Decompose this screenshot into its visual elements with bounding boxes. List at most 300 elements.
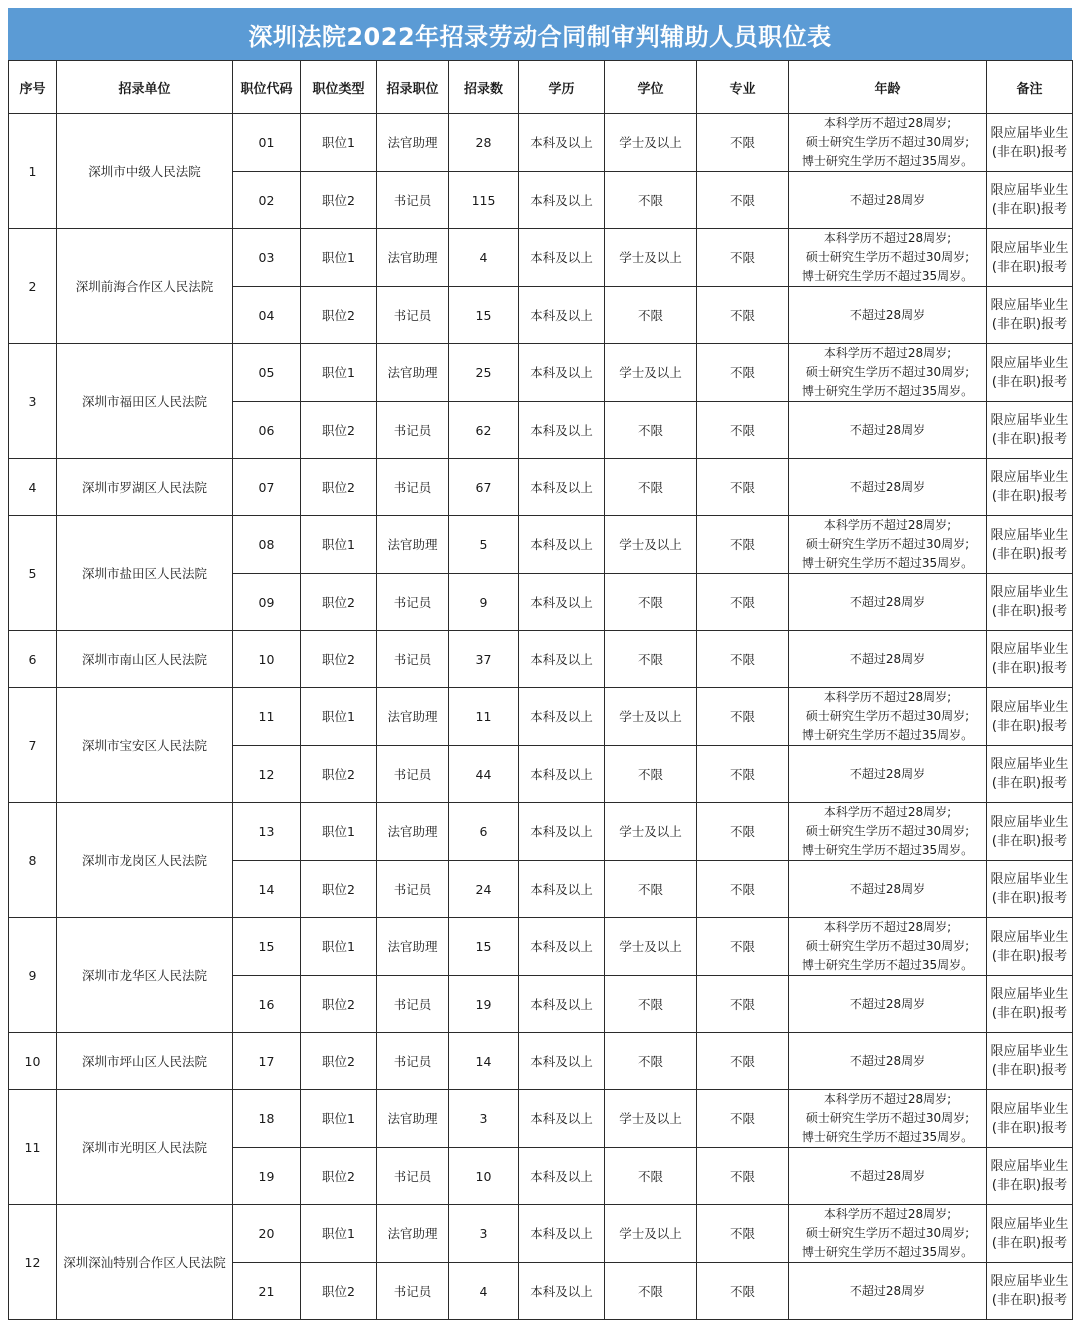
unit-name-cell: 深圳市光明区人民法院 <box>57 1090 233 1205</box>
header-education: 学历 <box>519 61 605 114</box>
remarks-cell <box>987 1263 1073 1320</box>
header-major: 专业 <box>697 61 789 114</box>
post-cell: 书记员 <box>377 1148 449 1205</box>
unit-name-cell: 深圳前海合作区人民法院 <box>57 229 233 344</box>
degree-cell: 学士及以上 <box>605 516 697 574</box>
remarks-line: 限应届毕业生 <box>990 642 1069 657</box>
education-cell: 本科及以上 <box>519 229 605 287</box>
age-line: 博士研究生学历不超过35周岁。 <box>801 958 974 972</box>
header-age: 年龄 <box>789 61 987 114</box>
age-line: 本科学历不超过28周岁; <box>823 920 952 934</box>
remarks-cell <box>987 516 1073 574</box>
age-cell <box>789 1205 987 1263</box>
age-cell <box>789 688 987 746</box>
major-cell: 不限 <box>697 287 789 344</box>
age-line: 硕士研究生学历不超过30周岁; <box>805 824 970 838</box>
code-cell: 04 <box>233 287 301 344</box>
age-line: 本科学历不超过28周岁; <box>823 518 952 532</box>
degree-cell: 不限 <box>605 861 697 918</box>
post-cell: 书记员 <box>377 976 449 1033</box>
table-row <box>9 344 1073 402</box>
age-line: 不超过28周岁 <box>849 1283 926 1298</box>
type-cell: 职位2 <box>301 402 377 459</box>
unit-name-cell: 深圳市坪山区人民法院 <box>57 1033 233 1090</box>
age-cell <box>789 287 987 344</box>
remarks-line: 限应届毕业生 <box>990 355 1069 371</box>
education-cell: 本科及以上 <box>519 1148 605 1205</box>
seq-cell: 12 <box>9 1205 57 1320</box>
degree-cell: 学士及以上 <box>605 114 697 172</box>
age-cell <box>789 402 987 459</box>
age-line: 本科学历不超过28周岁; <box>823 231 952 245</box>
post-cell: 书记员 <box>377 746 449 803</box>
remarks-cell <box>987 918 1073 976</box>
post-cell: 法官助理 <box>377 1205 449 1263</box>
age-line: 硕士研究生学历不超过30周岁; <box>805 537 970 551</box>
degree-cell: 学士及以上 <box>605 688 697 746</box>
major-cell: 不限 <box>697 459 789 516</box>
age-line: 博士研究生学历不超过35周岁。 <box>801 728 974 742</box>
count-cell: 5 <box>449 516 519 574</box>
major-cell: 不限 <box>697 344 789 402</box>
post-cell: 法官助理 <box>377 516 449 574</box>
seq-cell: 5 <box>9 516 57 631</box>
remarks-cell <box>987 976 1073 1033</box>
post-cell: 书记员 <box>377 1263 449 1320</box>
age-line: 博士研究生学历不超过35周岁。 <box>801 1245 974 1259</box>
remarks-line: (非在职)报考 <box>991 1063 1068 1078</box>
age-cell <box>789 229 987 287</box>
age-line: 不超过28周岁 <box>849 1168 926 1183</box>
table-row <box>9 1090 1073 1148</box>
count-cell: 10 <box>449 1148 519 1205</box>
remarks-line: (非在职)报考 <box>991 259 1068 275</box>
unit-name-cell: 深圳深汕特别合作区人民法院 <box>57 1205 233 1320</box>
count-cell: 4 <box>449 229 519 287</box>
post-cell: 法官助理 <box>377 1090 449 1148</box>
unit-name-cell: 深圳市龙华区人民法院 <box>57 918 233 1033</box>
header-code: 职位代码 <box>233 61 301 114</box>
major-cell: 不限 <box>697 402 789 459</box>
major-cell: 不限 <box>697 229 789 287</box>
education-cell: 本科及以上 <box>519 1090 605 1148</box>
remarks-line: (非在职)报考 <box>991 317 1068 332</box>
type-cell: 职位1 <box>301 688 377 746</box>
remarks-line: 限应届毕业生 <box>990 814 1069 830</box>
major-cell: 不限 <box>697 114 789 172</box>
education-cell: 本科及以上 <box>519 114 605 172</box>
count-cell: 19 <box>449 976 519 1033</box>
type-cell: 职位2 <box>301 172 377 229</box>
major-cell: 不限 <box>697 1033 789 1090</box>
age-line: 博士研究生学历不超过35周岁。 <box>801 154 974 168</box>
age-cell <box>789 861 987 918</box>
remarks-line: 限应届毕业生 <box>990 470 1069 485</box>
degree-cell: 不限 <box>605 287 697 344</box>
remarks-line: 限应届毕业生 <box>990 585 1069 600</box>
remarks-cell <box>987 229 1073 287</box>
education-cell: 本科及以上 <box>519 516 605 574</box>
remarks-line: (非在职)报考 <box>991 604 1068 619</box>
remarks-line: 限应届毕业生 <box>990 1101 1069 1117</box>
major-cell: 不限 <box>697 861 789 918</box>
education-cell: 本科及以上 <box>519 1205 605 1263</box>
type-cell: 职位2 <box>301 976 377 1033</box>
code-cell: 10 <box>233 631 301 688</box>
age-cell <box>789 746 987 803</box>
post-cell: 法官助理 <box>377 918 449 976</box>
age-cell <box>789 1148 987 1205</box>
code-cell: 09 <box>233 574 301 631</box>
type-cell: 职位1 <box>301 114 377 172</box>
post-cell: 书记员 <box>377 861 449 918</box>
type-cell: 职位2 <box>301 1148 377 1205</box>
remarks-line: (非在职)报考 <box>991 144 1068 160</box>
remarks-line: (非在职)报考 <box>991 546 1068 562</box>
post-cell: 书记员 <box>377 287 449 344</box>
major-cell: 不限 <box>697 976 789 1033</box>
degree-cell: 不限 <box>605 1148 697 1205</box>
table-row <box>9 459 1073 516</box>
count-cell: 4 <box>449 1263 519 1320</box>
table-row <box>9 516 1073 574</box>
remarks-line: (非在职)报考 <box>991 776 1068 791</box>
age-line: 博士研究生学历不超过35周岁。 <box>801 1130 974 1144</box>
table-row <box>9 1205 1073 1263</box>
age-line: 博士研究生学历不超过35周岁。 <box>801 556 974 570</box>
post-cell: 书记员 <box>377 631 449 688</box>
degree-cell: 不限 <box>605 631 697 688</box>
header-seq: 序号 <box>9 61 57 114</box>
remarks-line: (非在职)报考 <box>991 1293 1068 1308</box>
type-cell: 职位2 <box>301 1033 377 1090</box>
remarks-line: (非在职)报考 <box>991 833 1068 849</box>
header-row <box>9 61 1073 114</box>
seq-cell: 6 <box>9 631 57 688</box>
remarks-cell <box>987 344 1073 402</box>
remarks-line: 限应届毕业生 <box>990 1044 1069 1059</box>
code-cell: 17 <box>233 1033 301 1090</box>
degree-cell: 不限 <box>605 459 697 516</box>
degree-cell: 不限 <box>605 1263 697 1320</box>
major-cell: 不限 <box>697 1090 789 1148</box>
remarks-line: (非在职)报考 <box>991 1178 1068 1193</box>
code-cell: 07 <box>233 459 301 516</box>
type-cell: 职位1 <box>301 344 377 402</box>
degree-cell: 不限 <box>605 1033 697 1090</box>
degree-cell: 不限 <box>605 976 697 1033</box>
age-line: 不超过28周岁 <box>849 307 926 322</box>
remarks-cell <box>987 746 1073 803</box>
remarks-cell <box>987 861 1073 918</box>
type-cell: 职位2 <box>301 631 377 688</box>
education-cell: 本科及以上 <box>519 803 605 861</box>
seq-cell: 2 <box>9 229 57 344</box>
remarks-line: 限应届毕业生 <box>990 987 1069 1002</box>
table-row <box>9 631 1073 688</box>
age-line: 不超过28周岁 <box>849 479 926 494</box>
post-cell: 法官助理 <box>377 803 449 861</box>
remarks-line: (非在职)报考 <box>991 1120 1068 1136</box>
remarks-line: 限应届毕业生 <box>990 1216 1069 1232</box>
code-cell: 03 <box>233 229 301 287</box>
seq-cell: 4 <box>9 459 57 516</box>
education-cell: 本科及以上 <box>519 1263 605 1320</box>
code-cell: 08 <box>233 516 301 574</box>
count-cell: 3 <box>449 1090 519 1148</box>
count-cell: 11 <box>449 688 519 746</box>
age-line: 本科学历不超过28周岁; <box>823 1092 952 1106</box>
age-line: 硕士研究生学历不超过30周岁; <box>805 1111 970 1125</box>
type-cell: 职位2 <box>301 861 377 918</box>
education-cell: 本科及以上 <box>519 459 605 516</box>
age-line: 硕士研究生学历不超过30周岁; <box>805 135 970 149</box>
type-cell: 职位1 <box>301 803 377 861</box>
major-cell: 不限 <box>697 516 789 574</box>
age-line: 博士研究生学历不超过35周岁。 <box>801 384 974 398</box>
age-line: 本科学历不超过28周岁; <box>823 1207 952 1221</box>
major-cell: 不限 <box>697 918 789 976</box>
degree-cell: 不限 <box>605 172 697 229</box>
type-cell: 职位1 <box>301 1090 377 1148</box>
seq-cell: 8 <box>9 803 57 918</box>
education-cell: 本科及以上 <box>519 574 605 631</box>
age-cell <box>789 516 987 574</box>
count-cell: 15 <box>449 918 519 976</box>
remarks-line: (非在职)报考 <box>991 661 1068 676</box>
age-cell <box>789 344 987 402</box>
age-line: 不超过28周岁 <box>849 651 926 666</box>
unit-name-cell: 深圳市盐田区人民法院 <box>57 516 233 631</box>
remarks-cell <box>987 459 1073 516</box>
age-cell <box>789 1090 987 1148</box>
degree-cell: 学士及以上 <box>605 229 697 287</box>
seq-cell: 10 <box>9 1033 57 1090</box>
post-cell: 法官助理 <box>377 114 449 172</box>
post-cell: 书记员 <box>377 574 449 631</box>
remarks-cell <box>987 688 1073 746</box>
major-cell: 不限 <box>697 1148 789 1205</box>
remarks-line: (非在职)报考 <box>991 489 1068 504</box>
seq-cell: 1 <box>9 114 57 229</box>
remarks-line: 限应届毕业生 <box>990 929 1069 945</box>
age-line: 硕士研究生学历不超过30周岁; <box>805 939 970 953</box>
age-cell <box>789 574 987 631</box>
post-cell: 书记员 <box>377 172 449 229</box>
remarks-line: 限应届毕业生 <box>990 1159 1069 1174</box>
education-cell: 本科及以上 <box>519 746 605 803</box>
remarks-line: (非在职)报考 <box>991 202 1068 217</box>
age-line: 不超过28周岁 <box>849 996 926 1011</box>
unit-name-cell: 深圳市福田区人民法院 <box>57 344 233 459</box>
remarks-line: (非在职)报考 <box>991 432 1068 447</box>
code-cell: 15 <box>233 918 301 976</box>
remarks-line: (非在职)报考 <box>991 891 1068 906</box>
education-cell: 本科及以上 <box>519 344 605 402</box>
code-cell: 19 <box>233 1148 301 1205</box>
unit-name-cell: 深圳市罗湖区人民法院 <box>57 459 233 516</box>
count-cell: 62 <box>449 402 519 459</box>
post-cell: 法官助理 <box>377 688 449 746</box>
type-cell: 职位2 <box>301 1263 377 1320</box>
header-post: 招录职位 <box>377 61 449 114</box>
remarks-cell <box>987 1090 1073 1148</box>
header-remarks: 备注 <box>987 61 1073 114</box>
unit-name-cell: 深圳市南山区人民法院 <box>57 631 233 688</box>
table-row <box>9 229 1073 287</box>
type-cell: 职位1 <box>301 918 377 976</box>
remarks-cell <box>987 1033 1073 1090</box>
table-row <box>9 1033 1073 1090</box>
degree-cell: 学士及以上 <box>605 344 697 402</box>
major-cell: 不限 <box>697 746 789 803</box>
unit-name-cell: 深圳市宝安区人民法院 <box>57 688 233 803</box>
age-cell <box>789 1263 987 1320</box>
degree-cell: 学士及以上 <box>605 918 697 976</box>
position-table <box>8 60 1073 1320</box>
education-cell: 本科及以上 <box>519 918 605 976</box>
code-cell: 13 <box>233 803 301 861</box>
education-cell: 本科及以上 <box>519 287 605 344</box>
age-line: 本科学历不超过28周岁; <box>823 805 952 819</box>
remarks-line: 限应届毕业生 <box>990 298 1069 313</box>
degree-cell: 不限 <box>605 746 697 803</box>
table-row <box>9 114 1073 172</box>
age-line: 本科学历不超过28周岁; <box>823 116 952 130</box>
age-line: 本科学历不超过28周岁; <box>823 690 952 704</box>
header-unit: 招录单位 <box>57 61 233 114</box>
remarks-line: 限应届毕业生 <box>990 1274 1069 1289</box>
major-cell: 不限 <box>697 172 789 229</box>
table-body <box>9 114 1073 1320</box>
remarks-cell <box>987 402 1073 459</box>
remarks-line: (非在职)报考 <box>991 718 1068 734</box>
header-count: 招录数 <box>449 61 519 114</box>
code-cell: 16 <box>233 976 301 1033</box>
degree-cell: 学士及以上 <box>605 803 697 861</box>
major-cell: 不限 <box>697 688 789 746</box>
major-cell: 不限 <box>697 1205 789 1263</box>
remarks-line: 限应届毕业生 <box>990 240 1069 256</box>
table-title: 深圳法院2022年招录劳动合同制审判辅助人员职位表 <box>8 8 1072 60</box>
type-cell: 职位1 <box>301 1205 377 1263</box>
remarks-line: 限应届毕业生 <box>990 699 1069 715</box>
code-cell: 05 <box>233 344 301 402</box>
count-cell: 37 <box>449 631 519 688</box>
type-cell: 职位2 <box>301 287 377 344</box>
post-cell: 书记员 <box>377 459 449 516</box>
age-cell <box>789 114 987 172</box>
education-cell: 本科及以上 <box>519 402 605 459</box>
code-cell: 21 <box>233 1263 301 1320</box>
age-line: 本科学历不超过28周岁; <box>823 346 952 360</box>
table-row <box>9 803 1073 861</box>
remarks-line: 限应届毕业生 <box>990 872 1069 887</box>
age-cell <box>789 918 987 976</box>
major-cell: 不限 <box>697 574 789 631</box>
count-cell: 115 <box>449 172 519 229</box>
remarks-line: (非在职)报考 <box>991 948 1068 964</box>
remarks-cell <box>987 631 1073 688</box>
code-cell: 14 <box>233 861 301 918</box>
major-cell: 不限 <box>697 631 789 688</box>
degree-cell: 学士及以上 <box>605 1090 697 1148</box>
count-cell: 9 <box>449 574 519 631</box>
education-cell: 本科及以上 <box>519 861 605 918</box>
header-type: 职位类型 <box>301 61 377 114</box>
count-cell: 3 <box>449 1205 519 1263</box>
remarks-line: 限应届毕业生 <box>990 757 1069 772</box>
post-cell: 书记员 <box>377 1033 449 1090</box>
type-cell: 职位2 <box>301 459 377 516</box>
count-cell: 67 <box>449 459 519 516</box>
remarks-cell <box>987 574 1073 631</box>
age-line: 硕士研究生学历不超过30周岁; <box>805 1226 970 1240</box>
degree-cell: 学士及以上 <box>605 1205 697 1263</box>
code-cell: 01 <box>233 114 301 172</box>
type-cell: 职位2 <box>301 746 377 803</box>
age-line: 不超过28周岁 <box>849 192 926 207</box>
code-cell: 12 <box>233 746 301 803</box>
remarks-line: (非在职)报考 <box>991 374 1068 390</box>
major-cell: 不限 <box>697 1263 789 1320</box>
code-cell: 06 <box>233 402 301 459</box>
age-line: 不超过28周岁 <box>849 766 926 781</box>
remarks-cell <box>987 1205 1073 1263</box>
remarks-cell <box>987 172 1073 229</box>
remarks-cell <box>987 1148 1073 1205</box>
code-cell: 20 <box>233 1205 301 1263</box>
age-cell <box>789 459 987 516</box>
type-cell: 职位2 <box>301 574 377 631</box>
age-line: 博士研究生学历不超过35周岁。 <box>801 843 974 857</box>
remarks-line: 限应届毕业生 <box>990 125 1069 141</box>
remarks-line: 限应届毕业生 <box>990 413 1069 428</box>
table-row <box>9 688 1073 746</box>
age-line: 不超过28周岁 <box>849 422 926 437</box>
remarks-line: (非在职)报考 <box>991 1235 1068 1251</box>
unit-name-cell: 深圳市中级人民法院 <box>57 114 233 229</box>
major-cell: 不限 <box>697 803 789 861</box>
count-cell: 14 <box>449 1033 519 1090</box>
seq-cell: 11 <box>9 1090 57 1205</box>
age-line: 博士研究生学历不超过35周岁。 <box>801 269 974 283</box>
degree-cell: 不限 <box>605 574 697 631</box>
education-cell: 本科及以上 <box>519 976 605 1033</box>
remarks-cell <box>987 803 1073 861</box>
type-cell: 职位1 <box>301 229 377 287</box>
age-cell <box>789 976 987 1033</box>
age-line: 不超过28周岁 <box>849 1053 926 1068</box>
education-cell: 本科及以上 <box>519 688 605 746</box>
remarks-line: (非在职)报考 <box>991 1006 1068 1021</box>
degree-cell: 不限 <box>605 402 697 459</box>
count-cell: 44 <box>449 746 519 803</box>
code-cell: 02 <box>233 172 301 229</box>
count-cell: 24 <box>449 861 519 918</box>
age-cell <box>789 1033 987 1090</box>
age-line: 硕士研究生学历不超过30周岁; <box>805 709 970 723</box>
seq-cell: 9 <box>9 918 57 1033</box>
age-line: 硕士研究生学历不超过30周岁; <box>805 365 970 379</box>
education-cell: 本科及以上 <box>519 1033 605 1090</box>
code-cell: 11 <box>233 688 301 746</box>
post-cell: 书记员 <box>377 402 449 459</box>
education-cell: 本科及以上 <box>519 631 605 688</box>
count-cell: 6 <box>449 803 519 861</box>
seq-cell: 7 <box>9 688 57 803</box>
count-cell: 28 <box>449 114 519 172</box>
